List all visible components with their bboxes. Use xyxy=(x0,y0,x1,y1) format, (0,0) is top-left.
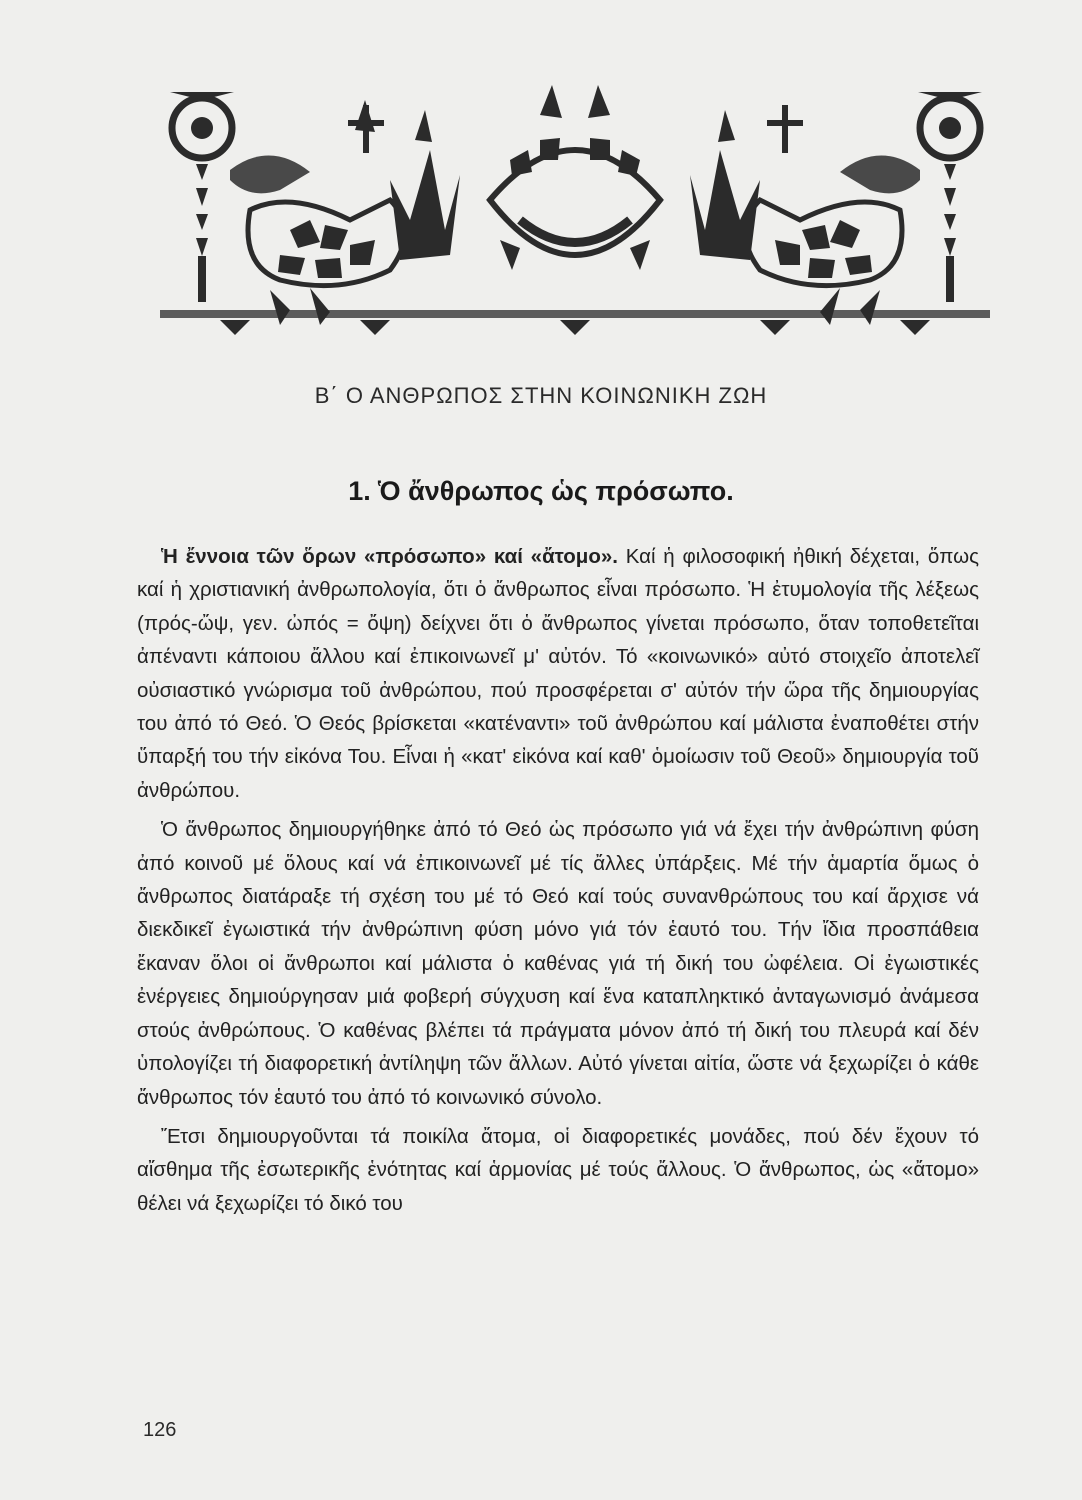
mosaic-birds-ornament xyxy=(160,80,990,340)
paragraph-lead: Ἡ ἔννοια τῶν ὅρων «πρόσωπο» καί «ἄτομο». xyxy=(161,545,618,568)
paragraph-1-text: Καί ἡ φιλοσοφική ἠθική δέχεται, ὅπως καί ἡ χριστιανική ἀνθρωπολογία, ὅτι ὁ ἄνθρωπος εἶναι πρόσωπο. Ἡ ἐτυμολογία τῆς λέξεως (πρός-ὤψ, γεν. ὠπός = ὄψη) δείχνει ὅτι ὁ ἄνθρωπος γίνεται πρόσωπο, ὅταν τοποθετεῖται ἀπέναντι κάποιου ἄλλου καί ἐπικοινωνεῖ μ' αὐτόν. Τό «κοινωνικό» αὐτό στοιχεῖο ἀποτελεῖ οὐσιαστικό γνώρισμα τοῦ ἀνθρώπου, πού προσφέρεται σ' αὐτόν τήν ὥρα τῆς δημιουργίας του ἀπό τό Θεό. Ὁ Θεός βρίσκεται «κατέναντι» τοῦ ἀνθρώπου καί μάλιστα ἐναποθέτει στήν ὕπαρξή του τήν εἰκόνα Του. Εἶναι ἡ «κατ' εἰκόνα καί καθ' ὁμοίωσιν τοῦ Θεοῦ» δημιουργία τοῦ ἀνθρώπου. xyxy=(137,545,979,802)
chapter-title: 1. Ὁ ἄνθρωπος ὡς πρόσωπο. xyxy=(348,476,734,506)
paragraph-1 xyxy=(137,540,979,807)
paragraph-2: Ὁ ἄνθρωπος δημιουργήθηκε ἀπό τό Θεό ὡς πρόσωπο γιά νά ἔχει τήν ἀνθρώπινη φύση ἀπό κοινοῦ μέ ὅλους καί νά ἐπικοινωνεῖ μέ τίς ἄλλες ὑπάρξεις. Μέ τήν ἁμαρτία ὅμως ὁ ἄνθρωπος διατάραξε τή σχέση του μέ τό Θεό καί τούς συνανθρώπους του καί ἄρχισε νά διεκδικεῖ ἐγωιστικά τήν ἀνθρώπινη φύση μόνο γιά τόν ἑαυτό του. Τήν ἴδια προσπάθεια ἔκαναν ὅλοι οἱ ἄνθρωποι καί μάλιστα ὁ καθένας γιά τή δική του ὠφέλεια. Οἱ ἐγωιστικές ἐνέργειες δημιούργησαν μιά φοβερή σύγχυση καί ἕνα καταπληκτικό ἀνταγωνισμό ἀνάμεσα στούς ἀνθρώπους. Ὁ καθένας βλέπει τά πράγματα μόνον ἀπό τή δική του πλευρά καί δέν ὑπολογίζει τή διαφορετική ἀντίληψη τῶν ἄλλων. Αὐτό γίνεται αἰτία, ὥστε νά ξεχωρίζει ὁ κάθε ἄνθρωπος τόν ἑαυτό του ἀπό τό κοινωνικό σύνολο. xyxy=(137,818,979,1109)
section-heading: Β΄ Ο ΑΝΘΡΩΠΟΣ ΣΤΗΝ ΚΟΙΝΩΝΙΚΗ ΖΩΗ xyxy=(314,383,768,408)
page-number: 126 xyxy=(143,1419,177,1441)
body-text xyxy=(137,540,979,1226)
paragraph-3: Ἔτσι δημιουργοῦνται τά ποικίλα ἄτομα, οἱ διαφορετικές μονάδες, πού δέν ἔχουν τό αἴσθημα τῆς ἐσωτερικῆς ἑνότητας καί ἁρμονίας μέ τούς ἄλλους. Ὁ ἄνθρωπος, ὡς «ἄτομο» θέλει νά ξεχωρίζει τό δικό του xyxy=(137,1124,979,1215)
